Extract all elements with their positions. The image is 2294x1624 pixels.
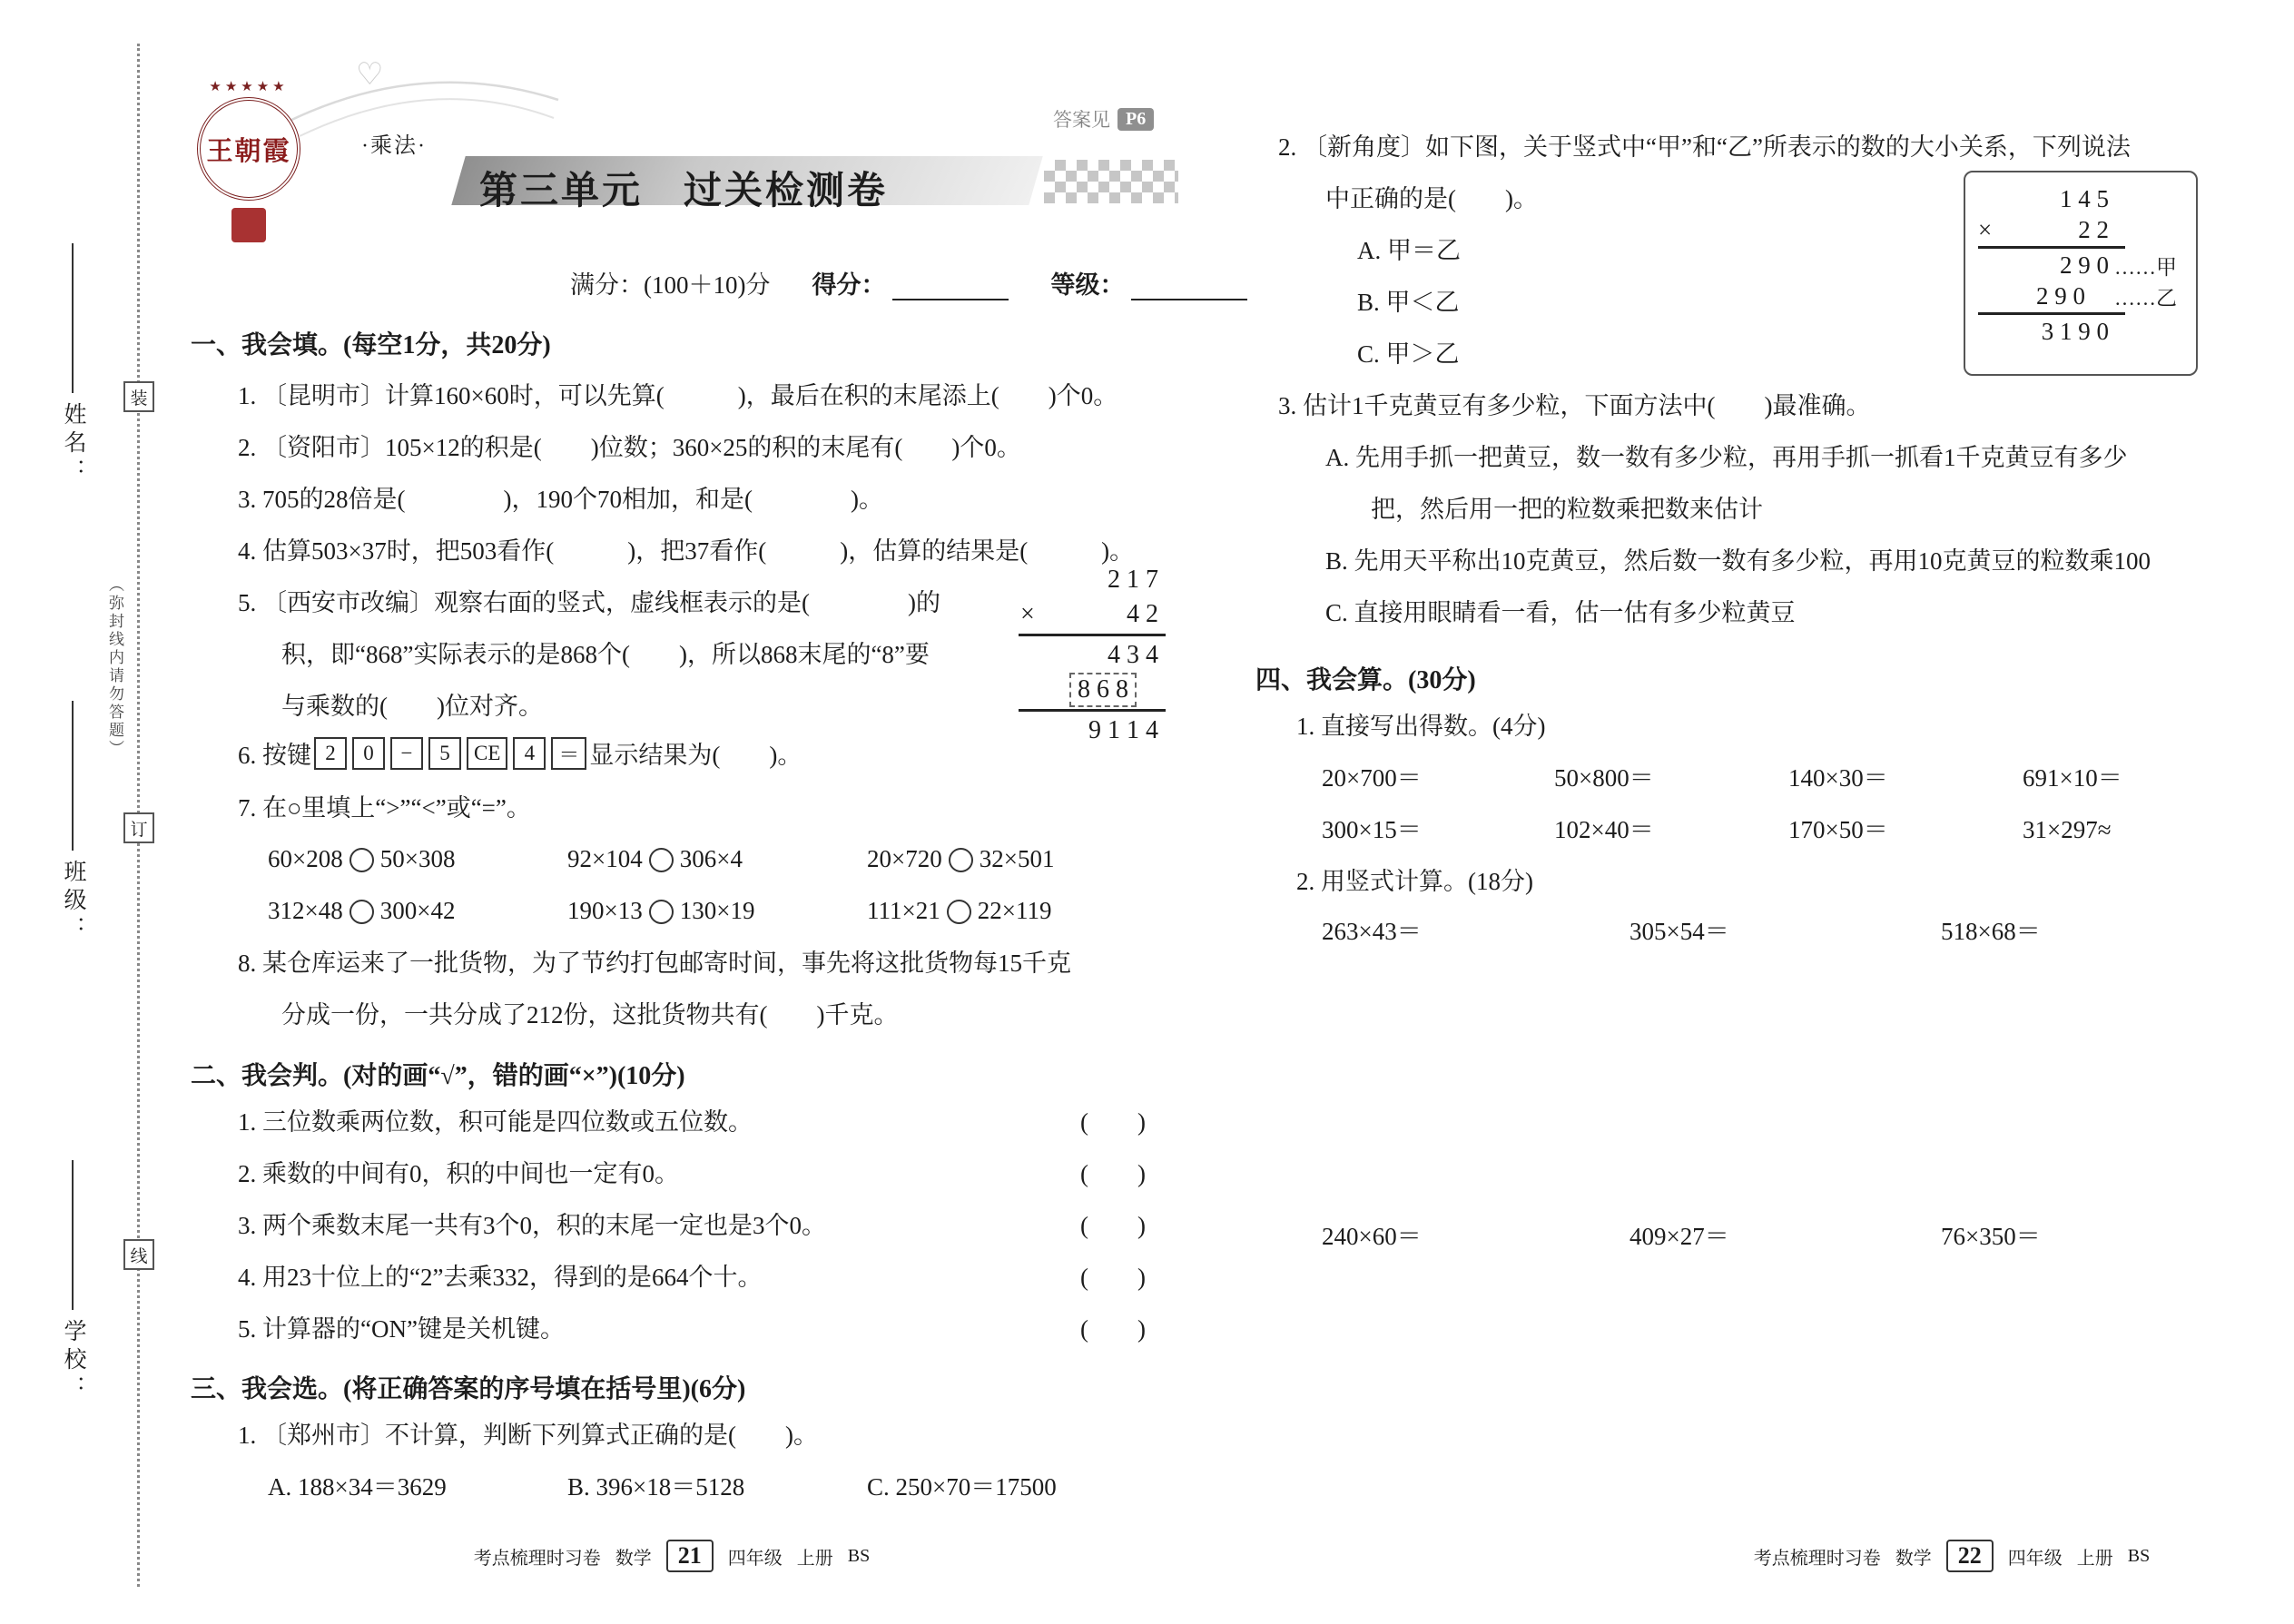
seal-note: （弥封线内请勿答题）: [106, 576, 123, 758]
calc-key-ce: CE: [467, 737, 507, 770]
logo-seal-icon: [231, 208, 266, 242]
section2-title: 二、我会判。: [191, 1062, 344, 1090]
footer-subject: 数学: [1895, 1548, 1932, 1569]
calc-key-5: 5: [428, 737, 461, 770]
unit-tag: ·乘法·: [361, 134, 427, 158]
item6-suffix: 显示结果为( )。: [589, 742, 802, 769]
section3-heading: [191, 1369, 745, 1405]
item6-prefix: 6. 按键: [238, 742, 311, 769]
binding-char: 订: [130, 820, 148, 840]
oral-expression: 170×50＝: [1788, 816, 1888, 843]
calc-multiplicand: 2 1 7: [1108, 566, 1158, 594]
oral-expression: 140×30＝: [1788, 764, 1888, 792]
choose-q2-line1: 2. 〔新角度〕如下图，关于竖式中“甲”和“乙”所表示的数的大小关系，下列说法: [1278, 133, 2131, 161]
score-label: 得分：: [812, 271, 886, 299]
section2-note: (对的画“√”，错的画“×”)(10分): [343, 1062, 685, 1090]
comparison-left: 60×208: [268, 845, 343, 872]
comparison-circle: [649, 900, 674, 924]
calc-multiplier: 4 2: [1127, 600, 1158, 628]
footer-publisher: BS: [847, 1545, 871, 1566]
class-label: 班级：: [61, 860, 85, 944]
page-number: 21: [666, 1540, 714, 1572]
grade-blank: [1131, 275, 1247, 300]
grade-label: 等级：: [1050, 271, 1125, 299]
judge-item-5: 5. 计算器的“ON”键是关机键。: [238, 1315, 565, 1343]
calc2-label-yi: ……乙: [2114, 286, 2177, 310]
judge-paren: ( ): [1080, 1108, 1146, 1136]
page-number: 22: [1946, 1540, 1994, 1572]
calc-rule: [1019, 634, 1166, 636]
comparison-item: [567, 897, 754, 925]
section1-note: (每空1分，共20分): [343, 331, 551, 359]
oral-expression: 300×15＝: [1322, 816, 1422, 843]
choose-q3: 3. 估计1千克黄豆有多少粒，下面方法中( )最准确。: [1278, 392, 1871, 419]
judge-paren: ( ): [1080, 1315, 1146, 1343]
comparison-item: [268, 845, 455, 873]
choose-q3-option-b: B. 先用天平称出10克黄豆，然后数一数有多少粒，再用10克黄豆的粒数乘100: [1325, 547, 2151, 575]
choose-q1-option-a: A. 188×34＝3629: [268, 1473, 447, 1501]
judge-item-2: 2. 乘数的中间有0，积的中间也一定有0。: [238, 1160, 679, 1187]
comparison-circle: [649, 848, 674, 872]
fill-item-8-line1: 8. 某仓库运来了一批货物，为了节约打包邮寄时间，事先将这批货物每15千克: [238, 950, 1071, 977]
section1-heading: [191, 325, 551, 361]
judge-paren: ( ): [1080, 1160, 1146, 1187]
comparison-left: 92×104: [567, 845, 643, 872]
binding-char-box: [123, 1239, 154, 1270]
comparison-right: 22×119: [977, 897, 1052, 924]
footer-right: [1643, 1540, 2260, 1572]
section2-heading: [191, 1056, 685, 1092]
footer-subject: 数学: [615, 1548, 652, 1569]
comparison-left: 312×48: [268, 897, 343, 924]
calc2-multiplier-row: [1978, 216, 2114, 244]
calc2-partial2: 2 9 0: [2036, 281, 2085, 310]
calc2-multiplier: 2 2: [2078, 215, 2109, 243]
calc-partial1: 4 3 4: [1108, 641, 1158, 669]
name-field: [53, 243, 93, 487]
section3-note: (将正确答案的序号填在括号里)(6分): [343, 1375, 746, 1403]
school-blank-line: [72, 1160, 74, 1310]
oral-expression: 102×40＝: [1554, 816, 1654, 843]
comparison-right: 306×4: [679, 845, 743, 872]
section4-note: (30分): [1408, 666, 1476, 694]
choose-q1: 1. 〔郑州市〕不计算，判断下列算式正确的是( )。: [238, 1422, 818, 1449]
choose-q3-option-c: C. 直接用眼睛看一看，估一估有多少粒黄豆: [1325, 599, 1796, 626]
calc-key-equals: ＝: [551, 737, 586, 770]
dashed-box: 8 6 8: [1069, 673, 1137, 707]
section4-title: 四、我会算。: [1255, 666, 1409, 694]
choose-q1-option-c: C. 250×70＝17500: [867, 1473, 1057, 1501]
oral-expression: 20×700＝: [1322, 764, 1422, 792]
comparison-circle: [350, 848, 374, 872]
footer-grade: 四年级: [2007, 1548, 2063, 1569]
comparison-right: 32×501: [979, 845, 1055, 872]
calc-multiplier-row: [1019, 597, 1166, 632]
footer-volume: 上册: [2076, 1548, 2113, 1569]
footer-grade: 四年级: [727, 1548, 783, 1569]
school-label: 学校：: [61, 1319, 85, 1403]
answers-note: 答案见: [1053, 109, 1110, 131]
binding-char: 装: [130, 389, 148, 408]
footer-publisher: BS: [2127, 1545, 2151, 1566]
calc2-rule: [1978, 312, 2125, 315]
fill-item-5-line1: 5. 〔西安市改编〕观察右面的竖式，虚线框表示的是( )的: [238, 589, 940, 616]
answers-page-badge: P6: [1117, 108, 1154, 131]
page-title: 第三单元 过关检测卷: [479, 171, 889, 212]
judge-item-1: 1. 三位数乘两位数，积可能是四位数或五位数。: [238, 1108, 753, 1136]
calc-key-2: 2: [314, 737, 347, 770]
comparison-item: [567, 845, 743, 873]
fill-item-5-line2: 积，即“868”实际表示的是868个( )，所以868末尾的“8”要: [281, 641, 930, 668]
heart-icon: ♡: [356, 58, 384, 92]
comparison-circle: [350, 900, 374, 924]
class-field: [53, 701, 93, 944]
logo-text: 王朝霞: [206, 136, 291, 166]
comparison-left: 190×13: [567, 897, 643, 924]
oral-expression: 691×10＝: [2023, 764, 2122, 792]
section4-sub2: 2. 用竖式计算。(18分): [1296, 868, 1533, 895]
brand-logo: [180, 78, 318, 242]
section1-title: 一、我会填。: [191, 331, 344, 359]
section4-sub1: 1. 直接写出得数。(4分): [1296, 713, 1546, 740]
binding-char-box: [123, 381, 154, 412]
choose-q1-option-b: B. 396×18＝5128: [567, 1473, 745, 1501]
calc-key-4: 4: [513, 737, 546, 770]
calc2-result: 3 1 9 0: [2041, 317, 2109, 345]
comparison-right: 130×19: [679, 897, 755, 924]
binding-char: 线: [130, 1246, 148, 1266]
comparison-right: 300×42: [379, 897, 456, 924]
calc-rule: [1019, 709, 1166, 712]
full-score-label: 满分：(100＋10)分: [570, 271, 771, 299]
vertical-expression: 305×54＝: [1629, 918, 1729, 945]
comparison-right: 50×308: [379, 845, 456, 872]
vertical-expression: 409×27＝: [1629, 1223, 1729, 1250]
comparison-left: 20×720: [867, 845, 942, 872]
choose-q2-option-b: B. 甲＜乙: [1357, 289, 1460, 316]
answers-reference: [1053, 105, 1154, 133]
oral-expression: 50×800＝: [1554, 764, 1654, 792]
judge-item-4: 4. 用23十位上的“2”去乘332，得到的是664个十。: [238, 1264, 763, 1291]
name-label: 姓名：: [61, 402, 85, 487]
vertical-expression: 263×43＝: [1322, 918, 1422, 945]
footer-series: 考点梳理时习卷: [1753, 1548, 1881, 1569]
binding-char-box: [123, 812, 154, 843]
fill-item-2: 2. 〔资阳市〕105×12的积是( )位数；360×25的积的末尾有( )个0。: [238, 434, 1021, 461]
calc-key-0: 0: [352, 737, 385, 770]
vertical-expression: 518×68＝: [1941, 918, 2041, 945]
fill-item-5-line3: 与乘数的( )位对齐。: [281, 693, 543, 720]
checker-pattern: [1044, 160, 1178, 203]
fill-item-6: [238, 735, 802, 771]
fill-item-4: 4. 估算503×37时，把503看作( )，把37看作( )，估算的结果是( )。: [238, 537, 1135, 565]
school-field: [53, 1160, 93, 1403]
score-line: [570, 265, 1247, 300]
vertical-expression: 240×60＝: [1322, 1223, 1422, 1250]
footer-left: [363, 1540, 980, 1572]
class-blank-line: [72, 701, 74, 851]
score-blank: [892, 275, 1009, 300]
comparison-circle: [949, 848, 973, 872]
comparison-circle: [947, 900, 971, 924]
calc-key-minus: −: [390, 737, 423, 770]
section4-heading: [1255, 660, 1476, 696]
logo-circle: [197, 97, 300, 201]
name-blank-line: [72, 243, 74, 393]
calc2-multiplicand: 1 4 5: [2060, 184, 2109, 212]
fill-item-1: 1. 〔昆明市〕计算160×60时，可以先算( )，最后在积的末尾添上( )个0。: [238, 382, 1118, 409]
comparison-item: [867, 845, 1054, 873]
fill-item-8-line2: 分成一份，一共分成了212份，这批货物共有( )千克。: [281, 1001, 899, 1029]
fill-item-7: 7. 在○里填上“>”“<”或“=”。: [238, 794, 531, 822]
calc2-partial1: 2 9 0: [2060, 251, 2109, 279]
section3-title: 三、我会选。: [191, 1375, 344, 1403]
judge-paren: ( ): [1080, 1212, 1146, 1239]
choose-q3-option-a-line1: A. 先用手抓一把黄豆，数一数有多少粒，再用手抓一抓看1千克黄豆有多少: [1325, 444, 2128, 471]
judge-paren: ( ): [1080, 1264, 1146, 1291]
oral-expression: 31×297≈: [2023, 816, 2112, 843]
fill-item-3: 3. 705的28倍是( )，190个70相加，和是( )。: [238, 486, 883, 513]
calc-partial2-row: [1019, 673, 1166, 707]
comparison-item: [268, 897, 455, 925]
calc2-label-jia: ……甲: [2114, 255, 2177, 279]
calc2-rule: [1978, 246, 2125, 249]
choose-q2-option-a: A. 甲＝乙: [1357, 237, 1461, 264]
comparison-left: 111×21: [867, 897, 940, 924]
choose-q3-option-a-line2: 把，然后用一把的粒数乘把数来估计: [1371, 496, 1763, 523]
footer-series: 考点梳理时习卷: [473, 1548, 601, 1569]
choose-q2-line2: 中正确的是( )。: [1325, 185, 1538, 212]
multiply-sign: ×: [1978, 215, 1993, 243]
vertical-expression: 76×350＝: [1941, 1223, 2041, 1250]
footer-volume: 上册: [796, 1548, 833, 1569]
vertical-calc-145x22: [1964, 171, 2198, 376]
stars-icon: ★★★★★: [209, 80, 289, 94]
vertical-calc-217x42: [1019, 563, 1166, 748]
choose-q2-option-c: C. 甲＞乙: [1357, 340, 1460, 368]
multiply-sign: ×: [1020, 600, 1035, 628]
judge-item-3: 3. 两个乘数末尾一共有3个0，积的末尾一定也是3个0。: [238, 1212, 826, 1239]
comparison-item: [867, 897, 1051, 925]
calc-result: 9 1 1 4: [1088, 716, 1158, 744]
